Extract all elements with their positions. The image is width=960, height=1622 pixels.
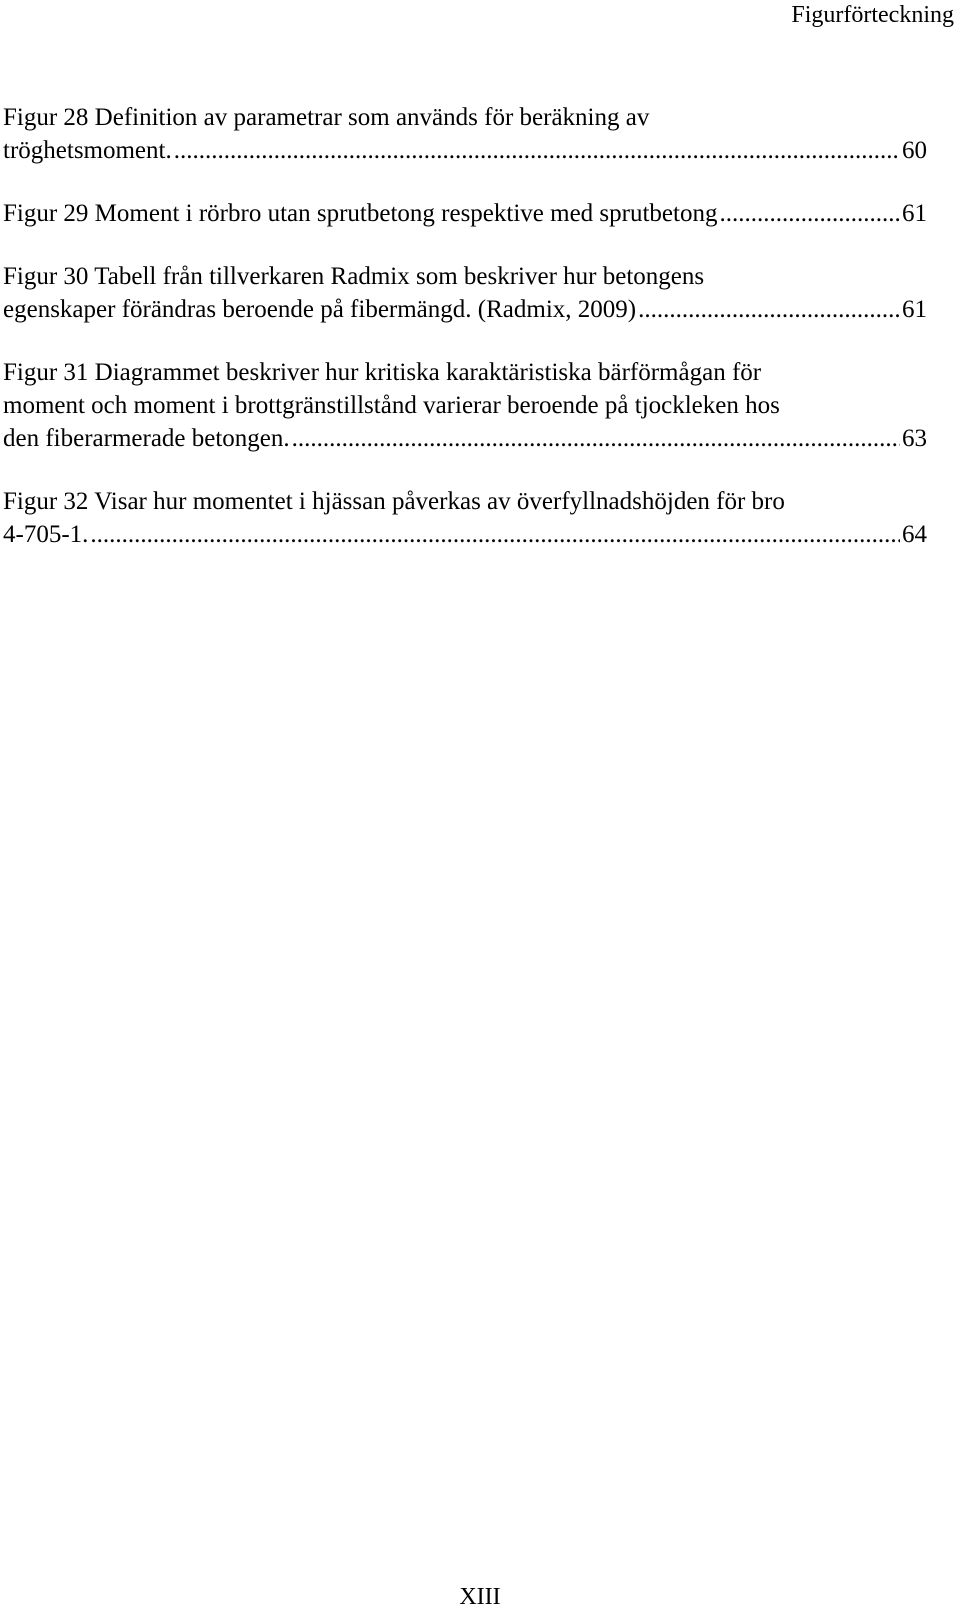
toc-entry-last-line — [3, 422, 927, 455]
toc-entry-text: Figur 30 Tabell från tillverkaren Radmix som beskriver hur betongens — [3, 263, 705, 290]
dot-leader — [292, 422, 900, 455]
dot-leader — [90, 518, 900, 551]
toc-page-number: 64 — [902, 521, 927, 548]
toc-entry-last-line — [3, 293, 927, 326]
toc-entry-text: den fiberarmerade betongen. — [3, 425, 290, 452]
toc-entry-last-line — [3, 197, 927, 230]
toc-entry-figur-28[interactable] — [3, 101, 927, 167]
toc-page-number: 61 — [902, 296, 927, 323]
dot-leader — [174, 134, 900, 167]
toc-entry-figur-31[interactable] — [3, 356, 927, 455]
toc-entry-last-line — [3, 518, 927, 551]
toc-entry-figur-32[interactable] — [3, 485, 927, 551]
toc-entry-text: Figur 32 Visar hur momentet i hjässan påverkas av överfyllnadshöjden för bro — [3, 488, 785, 515]
toc-entry-text: Figur 28 Definition av parametrar som används för beräkning av — [3, 104, 650, 131]
toc-entry-text: Figur 31 Diagrammet beskriver hur kritiska karaktäristiska bärförmågan för — [3, 359, 762, 386]
page-number-footer: XIII — [459, 1584, 501, 1610]
toc-entry-text: tröghetsmoment. — [3, 137, 172, 164]
list-of-figures — [3, 101, 927, 581]
toc-entry-text: moment och moment i brottgränstillstånd varierar beroende på tjockleken hos — [3, 392, 780, 419]
toc-page-number: 63 — [902, 425, 927, 452]
toc-entry-text: Figur 29 Moment i rörbro utan sprutbetong respektive med sprutbetong — [3, 200, 718, 227]
toc-entry-text: 4-705-1. — [3, 521, 89, 548]
toc-page-number: 60 — [902, 137, 927, 164]
toc-page-number: 61 — [902, 200, 927, 227]
dot-leader — [638, 293, 900, 326]
page-header-section-title: Figurförteckning — [791, 2, 954, 28]
toc-entry-figur-29[interactable] — [3, 197, 927, 230]
toc-entry-figur-30[interactable] — [3, 260, 927, 326]
toc-entry-last-line — [3, 134, 927, 167]
dot-leader — [719, 197, 900, 230]
toc-entry-text: egenskaper förändras beroende på fibermängd. (Radmix, 2009) — [3, 296, 637, 323]
